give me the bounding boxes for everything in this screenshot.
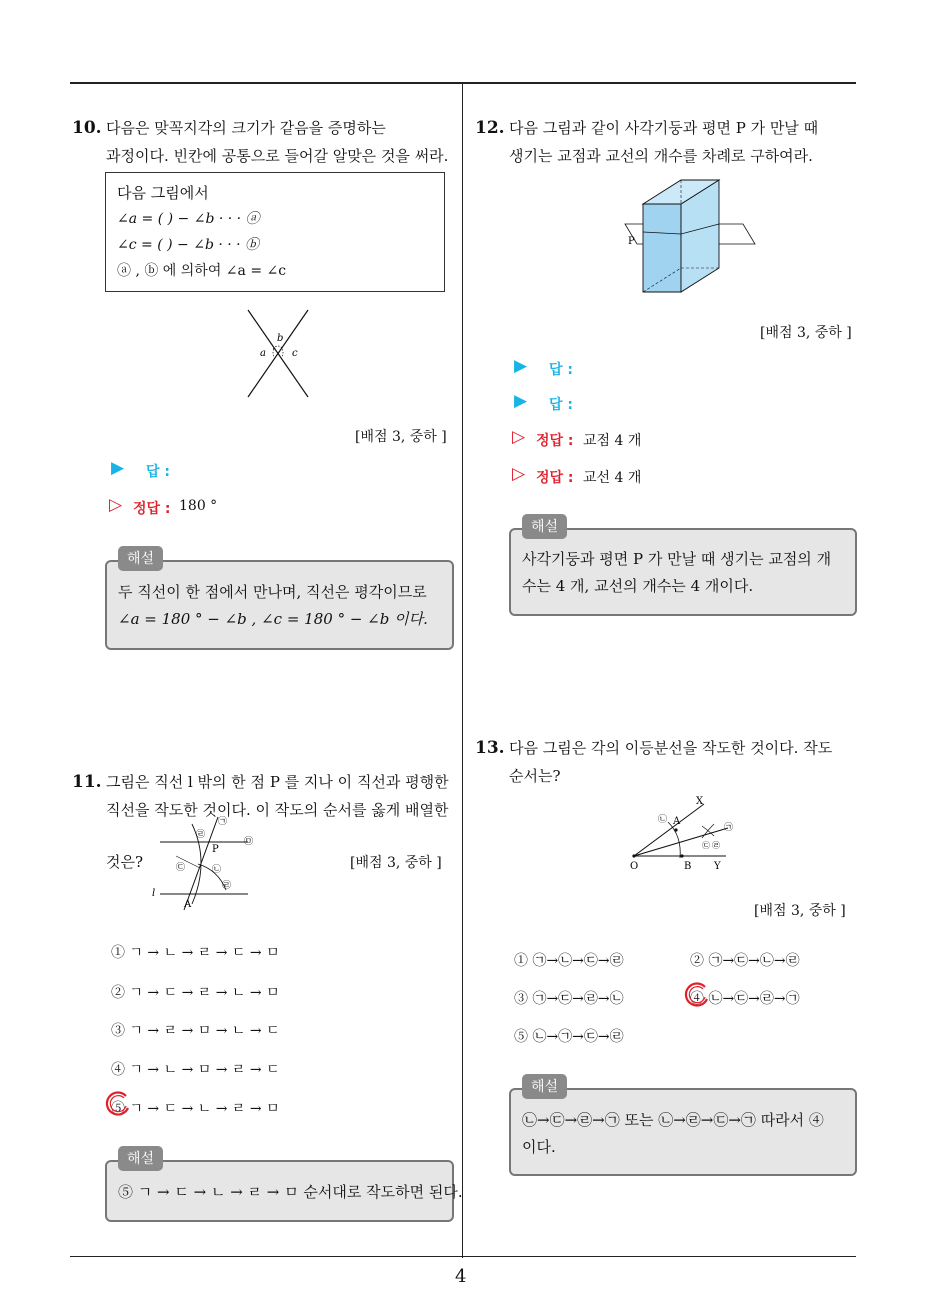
q12-answer1-label: 답 : <box>549 362 573 378</box>
q10-box-line3: ∠c = ( ) − ∠b · · · ⓑ <box>117 237 260 253</box>
q10-explanation-tag: 해설 <box>118 546 163 571</box>
q12-fig-label-P: P <box>628 236 635 247</box>
q13-fig-label-X: X <box>696 796 704 807</box>
q13-explanation-line2: 이다. <box>522 1138 556 1156</box>
q10-box-line4: ⓐ , ⓑ 에 의하여 ∠a = ∠c <box>117 263 287 279</box>
q13-fig-label-L: ㉡ <box>658 815 668 825</box>
q12-number: 12. <box>475 118 505 138</box>
q11-fig-label-r: ㉣ <box>196 830 206 840</box>
q13-choice-3[interactable]: ③ ㉠→㉢→㉣→㉡ <box>514 991 624 1007</box>
q11-choice-3[interactable]: ③ ㄱ → ㄹ → ㅁ → ㄴ → ㄷ <box>111 1023 280 1039</box>
q12-score: [배점 3, 중하 ] <box>760 325 852 341</box>
q13-score: [배점 3, 중하 ] <box>754 903 846 919</box>
q13-explanation-line1: ㉡→㉢→㉣→㉠ 또는 ㉡→㉣→㉢→㉠ 따라서 ④ <box>522 1111 824 1129</box>
q11-fig-label-m: ㉤ <box>244 837 254 847</box>
q11-choice-1[interactable]: ① ㄱ → ㄴ → ㄹ → ㄷ → ㅁ <box>111 945 280 961</box>
q12-answer2-arrow-icon: ▶ <box>514 391 528 411</box>
q10-fig-label-c: c <box>292 348 298 359</box>
q10-explanation-line1: 두 직선이 한 점에서 만나며, 직선은 평각이므로 <box>118 583 427 601</box>
q13-fig-label-A: A <box>673 816 681 827</box>
q12-correct1-label: 정답 : <box>536 433 574 449</box>
q11-fig-label-g: ㉠ <box>218 817 228 827</box>
q11-explanation-line: ⑤ ㄱ → ㄷ → ㄴ → ㄹ → ㅁ 순서대로 작도하면 된다. <box>118 1183 463 1201</box>
q11-text-line1: 그림은 직선 l 밖의 한 점 P 를 지나 이 직선과 평행한 <box>106 773 449 791</box>
q13-fig-label-g: ㉠ <box>724 823 734 833</box>
q11-fig-label-d: ㉢ <box>176 863 186 873</box>
q10-answer-arrow-icon: ▶ <box>111 458 125 478</box>
q11-score: [배점 3, 중하 ] <box>350 855 442 871</box>
q12-answer1-arrow-icon: ▶ <box>514 356 528 376</box>
q10-number: 10. <box>72 118 102 138</box>
page-number: 4 <box>455 1266 467 1287</box>
q12-text-line1: 다음 그림과 같이 사각기둥과 평면 P 가 만날 때 <box>509 119 819 137</box>
q10-answer-label: 답 : <box>146 464 170 480</box>
q12-answer2-label: 답 : <box>549 397 573 413</box>
q13-number: 13. <box>475 738 505 758</box>
q11-selected-mark-icon <box>102 1090 132 1120</box>
q10-correct-label: 정답 : <box>133 501 171 517</box>
q11-text-line2: 직선을 작도한 것이다. 이 작도의 순서를 옳게 배열한 <box>106 801 449 819</box>
q13-figure <box>620 792 750 877</box>
q13-choice-2[interactable]: ② ㉠→㉢→㉡→㉣ <box>690 953 800 969</box>
q13-fig-label-Y: Y <box>714 861 721 872</box>
q13-text-line2: 순서는? <box>509 767 561 785</box>
q11-fig-label-r2: ㉣ <box>222 881 232 891</box>
q13-choice-5[interactable]: ⑤ ㉡→㉠→㉢→㉣ <box>514 1029 624 1045</box>
column-divider <box>462 82 463 1258</box>
q13-fig-label-B: B <box>684 861 692 872</box>
q13-choice-4[interactable]: ④ ㉡→㉢→㉣→㉠ <box>690 991 800 1007</box>
q13-selected-mark-icon <box>681 981 711 1011</box>
q12-explanation-line2: 수는 4 개, 교선의 개수는 4 개이다. <box>522 577 754 595</box>
q12-correct2-arrow-icon: ▷ <box>512 464 526 484</box>
q12-correct1-arrow-icon: ▷ <box>512 427 526 447</box>
q10-explanation-line2: ∠a = 180 ° − ∠b , ∠c = 180 ° − ∠b 이다. <box>118 610 428 628</box>
q11-fig-label-l: l <box>152 888 156 899</box>
q10-correct-value: 180 ° <box>179 498 218 514</box>
q11-explanation-tag: 해설 <box>118 1146 163 1171</box>
q11-figure <box>148 812 268 912</box>
top-rule <box>70 82 856 84</box>
q13-fig-label-r: ㉣ <box>712 841 720 850</box>
q12-explanation-line1: 사각기둥과 평면 P 가 만날 때 생기는 교점의 개 <box>522 550 832 568</box>
q11-number: 11. <box>72 772 102 792</box>
q11-choice-2[interactable]: ② ㄱ → ㄷ → ㄹ → ㄴ → ㅁ <box>111 985 280 1001</box>
q13-fig-label-O: O <box>630 861 639 872</box>
q10-figure <box>240 305 320 400</box>
q12-correct2-value: 교선 4 개 <box>583 470 642 486</box>
q12-prism-figure <box>615 172 765 302</box>
q10-score: [배점 3, 중하 ] <box>355 429 447 445</box>
q10-correct-arrow-icon: ▷ <box>109 495 123 515</box>
q10-text-line1: 다음은 맞꼭지각의 크기가 같음을 증명하는 <box>106 119 386 137</box>
q10-fig-label-a: a <box>260 348 266 359</box>
q10-box-line1: 다음 그림에서 <box>117 184 209 202</box>
q13-text-line1: 다음 그림은 각의 이등분선을 작도한 것이다. 작도 <box>509 739 833 757</box>
q11-text-line3: 것은? <box>106 853 144 871</box>
q12-explanation-tag: 해설 <box>522 514 567 539</box>
q11-fig-label-P: P <box>212 844 219 855</box>
q10-box-line2: ∠a = ( ) − ∠b · · · ⓐ <box>117 211 260 227</box>
q13-choice-1[interactable]: ① ㉠→㉡→㉢→㉣ <box>514 953 624 969</box>
bottom-rule <box>70 1256 856 1257</box>
q12-text-line2: 생기는 교점과 교선의 개수를 차례로 구하여라. <box>509 147 813 165</box>
q10-fig-label-b: b <box>277 333 284 344</box>
q13-fig-label-d: ㉢ <box>702 841 710 850</box>
q11-fig-label-n: ㉡ <box>212 865 222 875</box>
q11-choice-5[interactable]: ⑤ ㄱ → ㄷ → ㄴ → ㄹ → ㅁ <box>111 1101 280 1117</box>
q12-correct1-value: 교점 4 개 <box>583 433 642 449</box>
q11-choice-4[interactable]: ④ ㄱ → ㄴ → ㅁ → ㄹ → ㄷ <box>111 1062 280 1078</box>
q12-correct2-label: 정답 : <box>536 470 574 486</box>
q11-fig-label-A: A <box>184 899 192 910</box>
q10-text-line2: 과정이다. 빈칸에 공통으로 들어갈 알맞은 것을 써라. <box>106 147 449 165</box>
q13-explanation-tag: 해설 <box>522 1074 567 1099</box>
